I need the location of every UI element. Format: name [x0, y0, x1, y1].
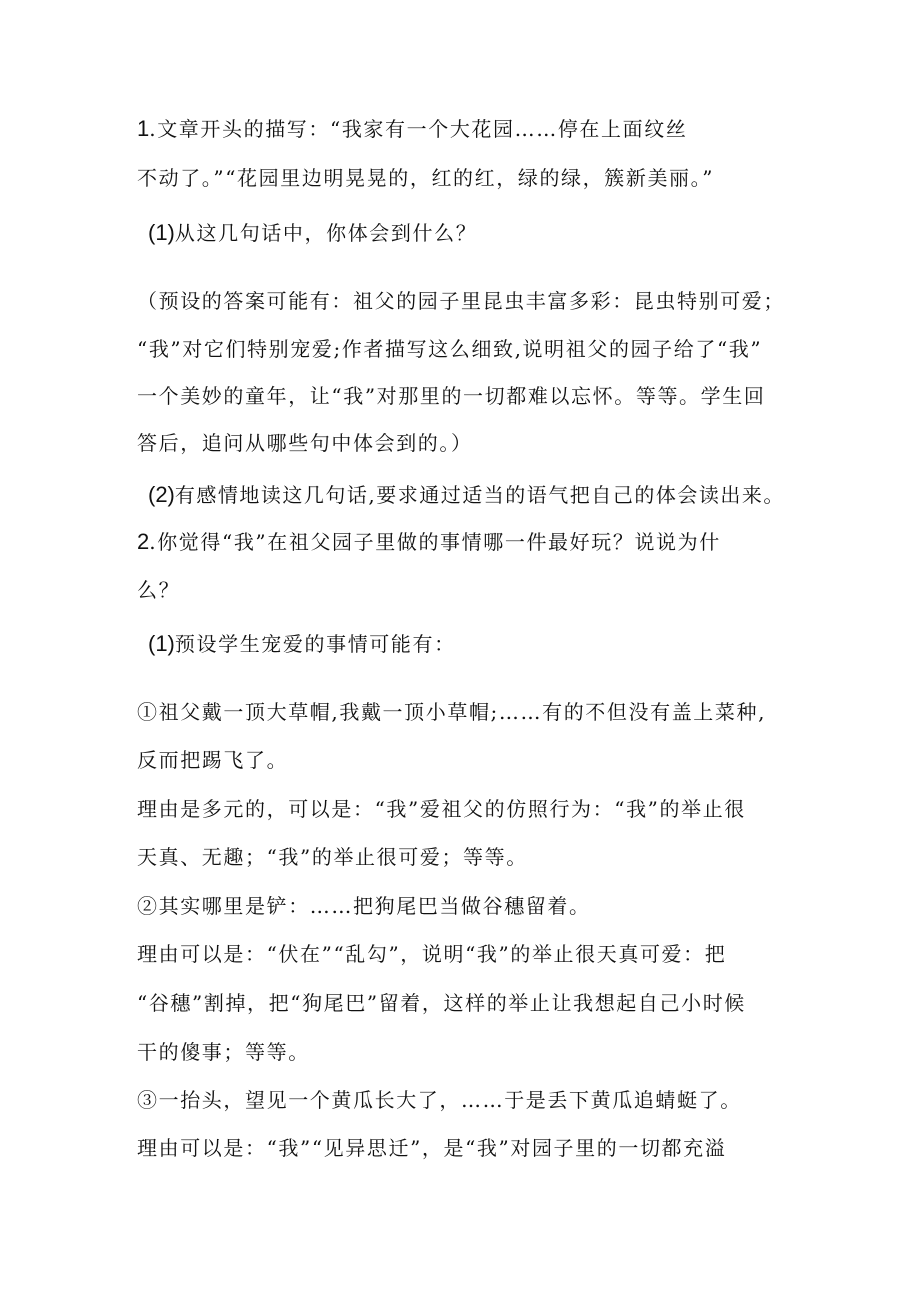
line-text: 答后，追问从哪些句中体会到的。） [137, 431, 473, 455]
text-line [137, 891, 591, 921]
text-line [137, 163, 714, 193]
text-line [137, 575, 180, 605]
text-line [137, 1133, 726, 1163]
line-text: 反而把踢飞了。 [137, 748, 289, 772]
line-text: 干的傻事；等等。 [137, 1040, 310, 1064]
line-text: .文章开头的描写：“我家有一个大花园……停在上面纹丝 [149, 117, 688, 141]
line-text: 不动了。”“花园里边明晃晃的，红的红，绿的绿，簇新美丽。” [137, 166, 715, 190]
sub-question [148, 480, 785, 510]
text-line [137, 286, 785, 316]
line-text: 有感情地读这几句话,要求通过适当的语气把自己的体会读出来。 [174, 483, 785, 507]
line-text: 天真、无趣；“我”的举止很可爱；等等。 [137, 845, 528, 869]
text-line [137, 1085, 742, 1115]
line-text: 一个美妙的童年，让“我”对那里的一切都难以忘怀。等等。学生回 [137, 384, 766, 408]
line-text: 么？ [137, 578, 181, 602]
text-line [137, 334, 762, 364]
line-text: “我”对它们特别宠爱;作者描写这么细致,说明祖父的园子给了“我” [137, 337, 763, 361]
line-text: 从这几句话中，你体会到什么？ [174, 221, 478, 245]
sub-question [148, 218, 477, 248]
text-line [137, 842, 528, 872]
question-1-heading [137, 114, 687, 144]
text-line [137, 697, 766, 727]
question-2-heading [137, 527, 721, 557]
line-text: 预设学生宠爱的事情可能有： [174, 632, 456, 656]
text-line [137, 939, 726, 969]
line-text: 理由可以是：“伏在”“乱勾”，说明“我”的举止很天真可爱：把 [137, 942, 727, 966]
line-text: ②其实哪里是铲：……把狗尾巴当做谷穗留着。 [137, 894, 591, 918]
text-line [137, 745, 288, 775]
text-line [137, 381, 765, 411]
text-line [137, 1037, 310, 1067]
line-text: .你觉得“我”在祖父园子里做的事情哪一件最好玩？说说为什 [149, 530, 721, 554]
line-text: （预设的答案可能有：祖父的园子里昆虫丰富多彩：昆虫特别可爱； [137, 289, 785, 313]
question-number: 2 [137, 529, 150, 554]
sub-question-number: (1) [148, 631, 175, 656]
text-line [137, 794, 746, 824]
question-number: 1 [137, 116, 150, 141]
line-text: ③一抬头，望见一个黄瓜长大了，……于是丢下黄瓜追蜻蜓了。 [137, 1088, 742, 1112]
text-line [137, 988, 746, 1018]
line-text: ①祖父戴一顶大草帽,我戴一顶小草帽;……有的不但没有盖上菜种, [137, 700, 767, 724]
line-text: 理由是多元的，可以是：“我”爱祖父的仿照行为：“我”的举止很 [137, 797, 746, 821]
sub-question [148, 629, 456, 659]
line-text: “谷穗”割掉，把“狗尾巴”留着，这样的举止让我想起自己小时候 [137, 991, 746, 1015]
line-text: 理由可以是：“我”“见异思迁”，是“我”对园子里的一切都充溢 [137, 1136, 727, 1160]
text-line [137, 428, 473, 458]
sub-question-number: (2) [148, 482, 175, 507]
sub-question-number: (1) [148, 220, 175, 245]
